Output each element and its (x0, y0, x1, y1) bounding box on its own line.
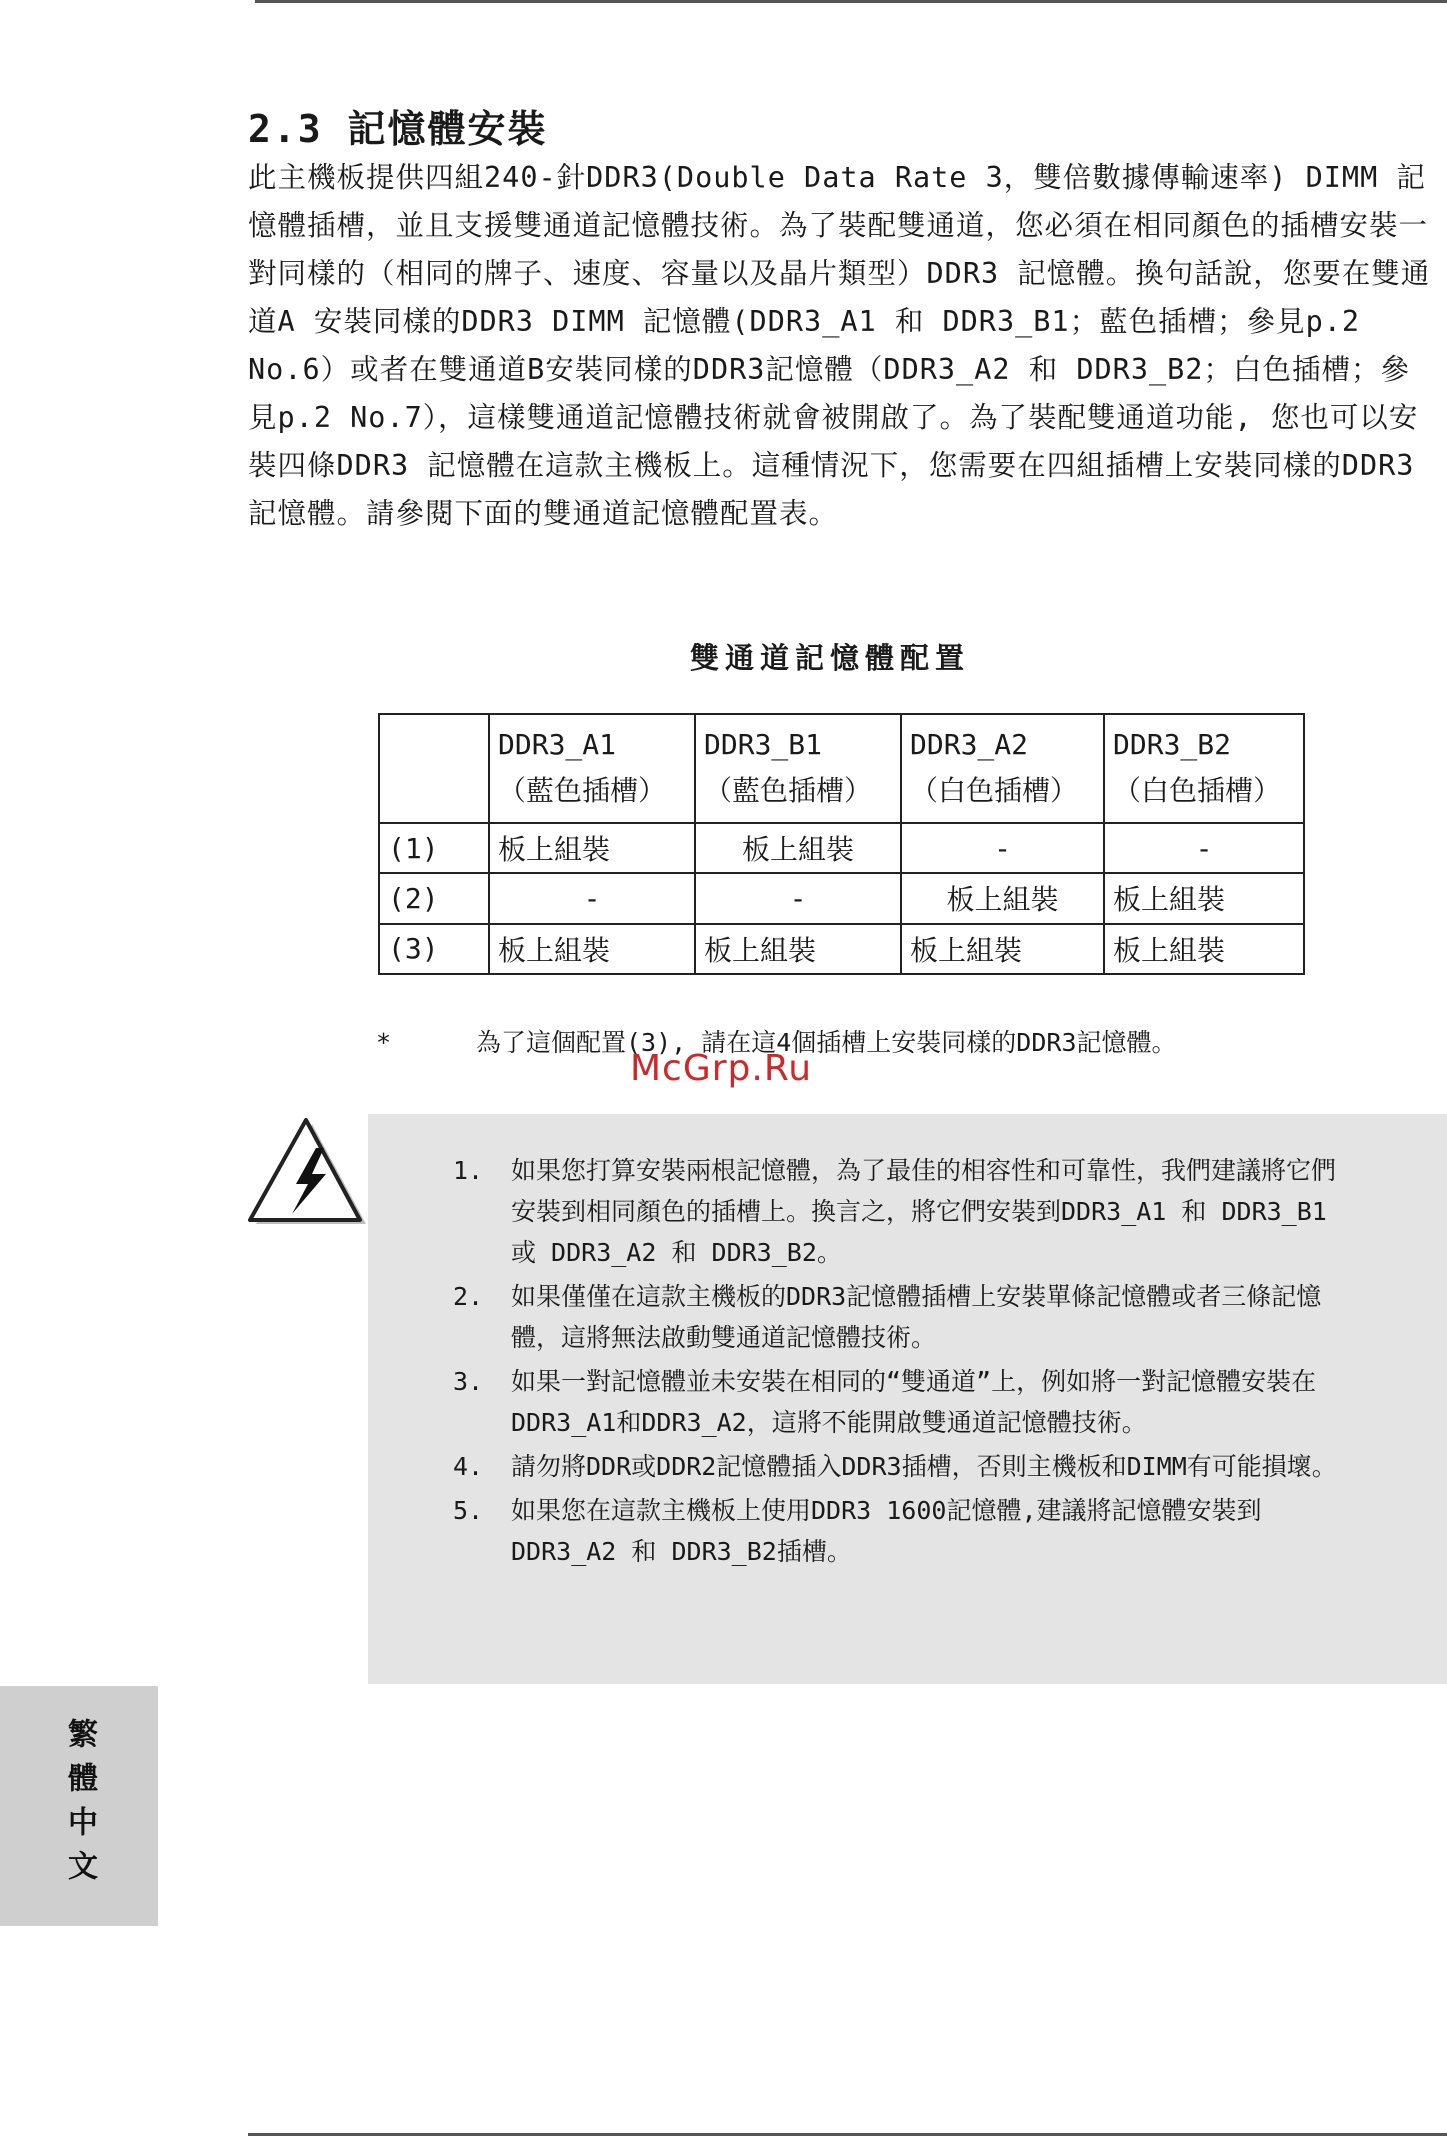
note-text: 如果您在這款主機板上使用DDR3 1600記憶體,建議將記憶體安裝到DDR3_A2 和 DDR3_B2插槽。 (511, 1496, 1262, 1566)
table-row (379, 823, 1304, 873)
table-cell: 板上組裝 (1104, 924, 1304, 974)
warning-lightning-icon (246, 1118, 370, 1232)
notes-list (453, 1150, 1353, 1575)
note-number: 2. (453, 1282, 484, 1311)
footnote (376, 1023, 1376, 1059)
header-slot-name: DDR3_A1 (498, 728, 617, 762)
table-cell: - (1104, 823, 1304, 873)
table-cell: 板上組裝 (695, 823, 901, 873)
table-cell: - (901, 823, 1104, 873)
note-text: 請勿將DDR或DDR2記憶體插入DDR3插槽，否則主機板和DIMM有可能損壞。 (511, 1452, 1337, 1481)
language-side-tab (0, 1686, 158, 1926)
table-cell: 板上組裝 (1104, 873, 1304, 923)
note-number: 5. (453, 1496, 484, 1525)
language-label: 繁體中文 (62, 1718, 97, 1894)
note-number: 4. (453, 1452, 484, 1481)
table-cell: 板上組裝 (489, 924, 695, 974)
note-text: 如果您打算安裝兩根記憶體，為了最佳的相容性和可靠性，我們建議將它們安裝到相同顏色的插槽上。換言之，將它們安裝到DDR3_A1 和 DDR3_B1 或 DDR3_A2 和 DDR3_B2。 (511, 1156, 1337, 1267)
note-text: 如果僅僅在這款主機板的DDR3記憶體插槽上安裝單條記憶體或者三條記憶體，這將無法啟動雙通道記憶體技術。 (511, 1282, 1322, 1352)
top-rule (255, 0, 1447, 3)
header-slot-color: （白色插槽） (1113, 774, 1282, 808)
header-cell-b2 (1104, 714, 1304, 823)
header-slot-color: （藍色插槽） (704, 774, 873, 808)
list-item (453, 1276, 1353, 1358)
footnote-text: 為了這個配置(3), 請在這4個插槽上安裝同樣的DDR3記憶體。 (476, 1028, 1177, 1057)
table-cell: 板上組裝 (695, 924, 901, 974)
table-corner-cell (379, 714, 489, 823)
dual-channel-config-table (378, 713, 1305, 975)
footnote-mark: * (376, 1028, 392, 1057)
table-row (379, 873, 1304, 923)
table-cell: - (489, 873, 695, 923)
row-label: (3) (379, 924, 489, 974)
table-header-row (379, 714, 1304, 823)
row-label: (2) (379, 873, 489, 923)
table-caption: 雙通道記憶體配置 (690, 641, 971, 675)
table-row (379, 924, 1304, 974)
table-cell: 板上組裝 (901, 924, 1104, 974)
list-item (453, 1446, 1353, 1487)
section-title: 2.3 記憶體安裝 (248, 107, 548, 151)
table-cell: - (695, 873, 901, 923)
list-item (453, 1150, 1353, 1273)
list-item (453, 1490, 1353, 1572)
header-cell-a2 (901, 714, 1104, 823)
header-slot-color: （藍色插槽） (498, 774, 667, 808)
table-cell: 板上組裝 (489, 823, 695, 873)
header-slot-name: DDR3_B1 (704, 728, 823, 762)
bottom-rule (248, 2133, 1447, 2136)
row-label: (1) (379, 823, 489, 873)
header-slot-name: DDR3_B2 (1113, 728, 1232, 762)
list-item (453, 1361, 1353, 1443)
note-number: 1. (453, 1156, 484, 1185)
header-slot-color: （白色插槽） (910, 774, 1079, 808)
header-slot-name: DDR3_A2 (910, 728, 1029, 762)
table-cell: 板上組裝 (901, 873, 1104, 923)
note-number: 3. (453, 1367, 484, 1396)
watermark: McGrp.Ru (630, 1048, 813, 1089)
intro-paragraph: 此主機板提供四組240-針DDR3(Double Data Rate 3，雙倍數據傳輸速率) DIMM 記憶體插槽，並且支援雙通道記憶體技術。為了裝配雙通道，您必須在相同顏色的插槽安裝一對同樣的（相同的牌子、速度、容量以及晶片類型）DDR3 記憶體。換句話說，您要在雙通道A 安裝同樣的DDR3 DIMM 記憶體(DDR3_A1 和 DDR3_B1；藍色插槽；參見p.2 No.6）或者在雙通道B安裝同樣的DDR3記憶體（DDR3_A2 和 DDR3_B2；白色插槽；參見p.2 No.7），這樣雙通道記憶體技術就會被開啟了。為了裝配雙通道功能, 您也可以安裝四條DDR3 記憶體在這款主機板上。這種情況下，您需要在四組插槽上安裝同樣的DDR3 記憶體。請參閱下面的雙通道記憶體配置表。 (248, 161, 1431, 530)
header-cell-a1 (489, 714, 695, 823)
note-text: 如果一對記憶體並未安裝在相同的“雙通道”上，例如將一對記憶體安裝在DDR3_A1和DDR3_A2，這將不能開啟雙通道記憶體技術。 (511, 1367, 1317, 1437)
header-cell-b1 (695, 714, 901, 823)
notes-box (368, 1114, 1447, 1684)
